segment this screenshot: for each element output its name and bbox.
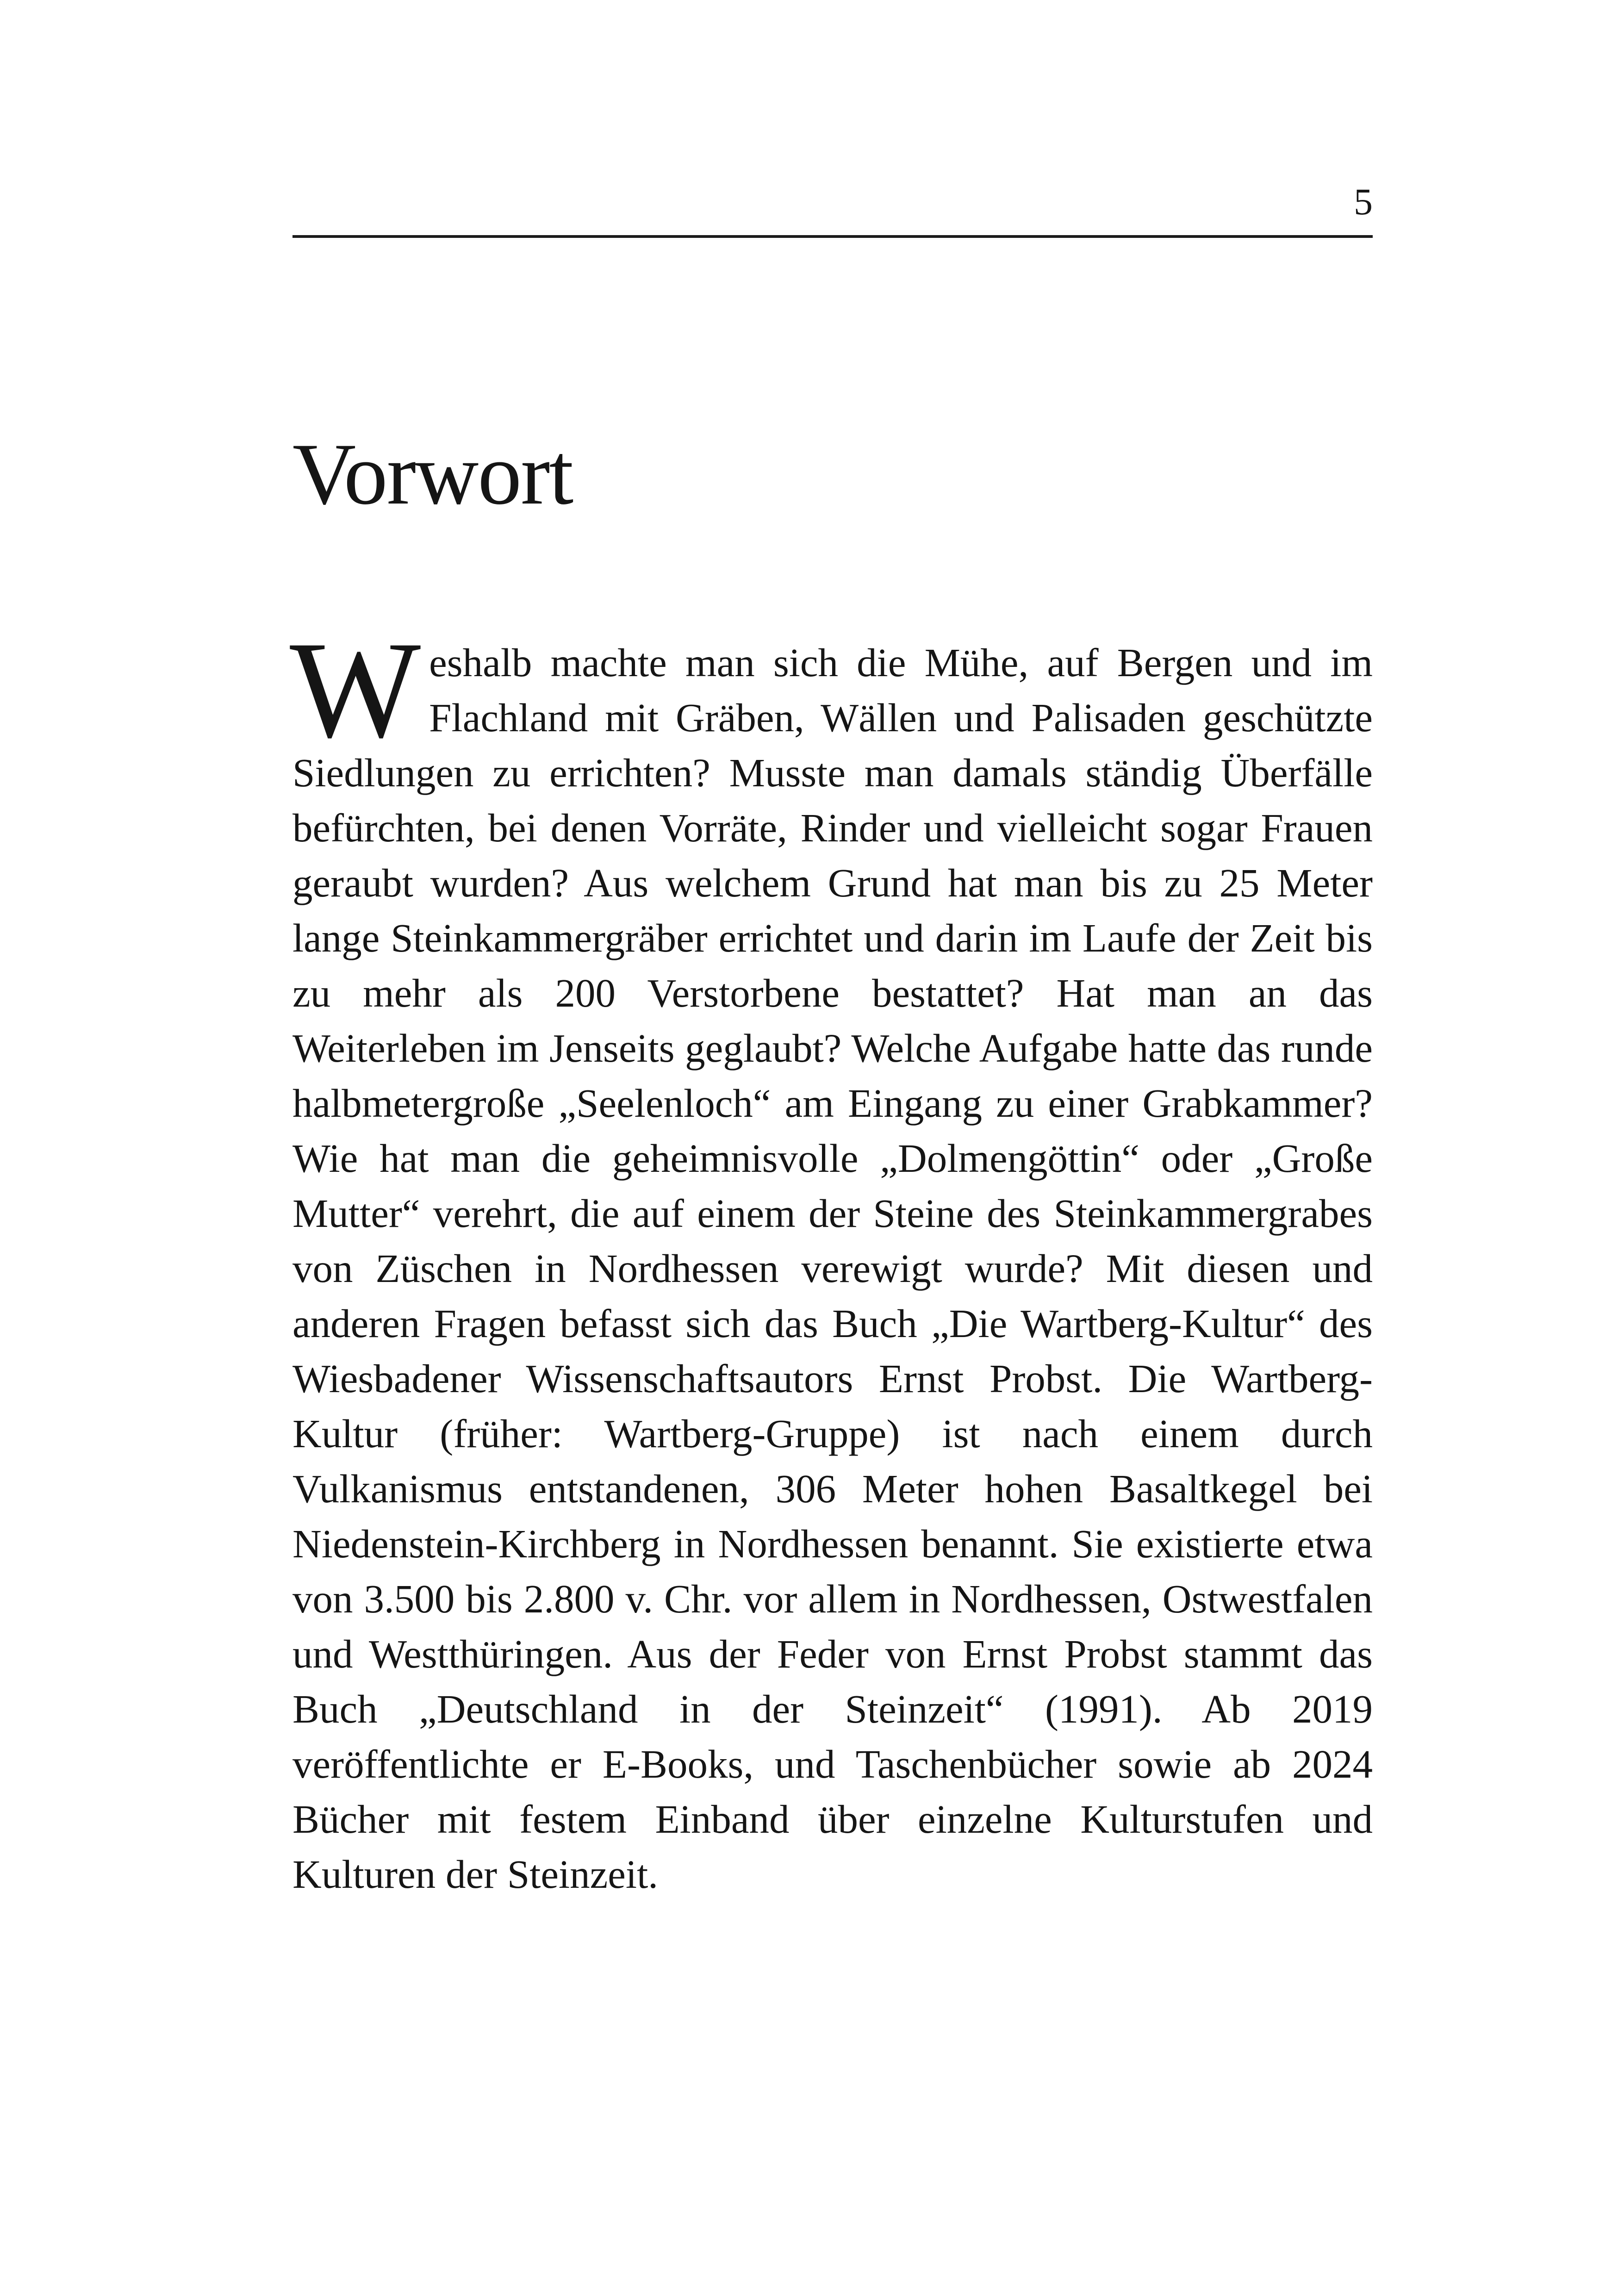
drop-cap: W xyxy=(290,613,421,766)
chapter-title: Vorwort xyxy=(292,426,573,523)
header-rule xyxy=(292,235,1373,238)
body-paragraph xyxy=(290,613,1373,1902)
page-number: 5 xyxy=(1354,180,1373,223)
body-paragraph-text: eshalb machte man sich die Mühe, auf Bergen und im Flachland mit Gräben, Wällen und Palisaden geschützte Siedlungen zu errichten? Musste man damals ständig Überfälle befürchten, bei denen Vorräte, Rinder und vielleicht sogar Frauen geraubt wurden? Aus welchem Grund hat man bis zu 25 Meter lange Steinkammergräber errichtet und darin im Laufe der Zeit bis zu mehr als 200 Verstorbene bestattet? Hat man an das Weiterleben im Jenseits geglaubt? Welche Aufgabe hatte das runde halbmetergroße „Seelenloch“ am Eingang zu einer Grabkammer? Wie hat man die geheimnisvolle „Dolmengöttin“ oder „Große Mutter“ verehrt, die auf einem der Steine des Steinkammergrabes von Züschen in Nordhessen verewigt wurde? Mit diesen und anderen Fragen befasst sich das Buch „Die Wartberg-Kultur“ des Wiesbadener Wissenschaftsautors Ernst Probst. Die Wartberg-Kultur (früher: Wartberg-Gruppe) ist nach einem durch Vulkanismus entstandenen, 306 Meter hohen Basaltkegel bei Niedenstein-Kirchberg in Nordhessen benannt. Sie existierte etwa von 3.500 bis 2.800 v. Chr. vor allem in Nordhessen, Ostwestfalen und Westthüringen. Aus der Feder von Ernst Probst stammt das Buch „Deutschland in der Steinzeit“ (1991). Ab 2019 veröffentlichte er E-Books, und Taschenbücher sowie ab 2024 Bücher mit festem Einband über einzelne Kulturstufen und Kulturen der Steinzeit. xyxy=(292,640,1373,1897)
